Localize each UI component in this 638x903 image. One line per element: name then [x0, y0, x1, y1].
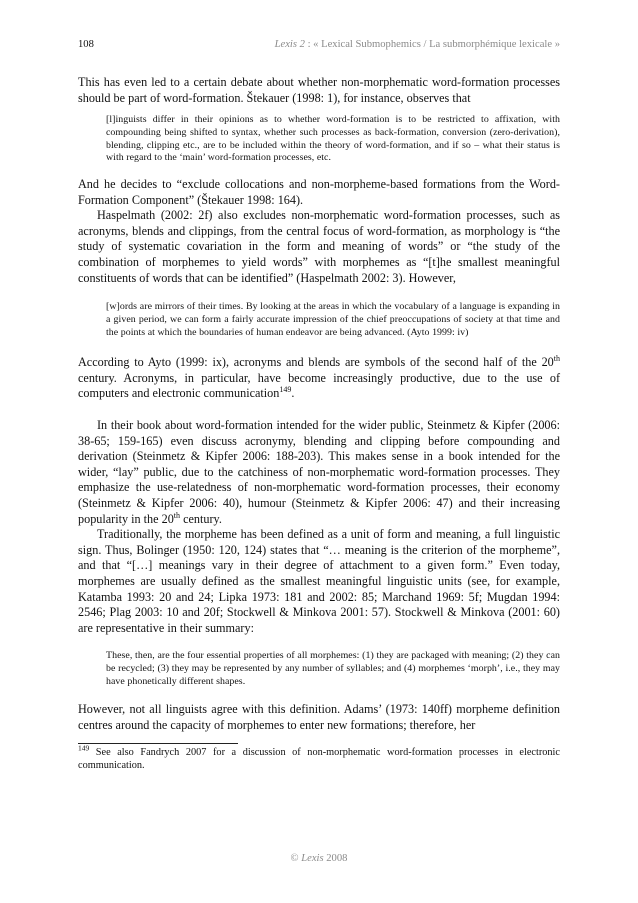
block-quote-2: [w]ords are mirrors of their times. By looking at the areas in which the vocabulary of a language is expanding in a given period, we can form a fairly accurate impression of the chief preoccupations of society at that time and the points at which the boundaries of human endeavor are being advanced. (Ayto 1999: iv)	[106, 301, 560, 338]
paragraph-4	[78, 355, 560, 402]
paragraph-3: Haspelmath (2002: 2f) also excludes non-morphematic word-formation processes, such as acronyms, blends and clippings, from the central focus of word-formation, as morphology is “the study of systematic covariation in the form and meaning of words” or “the study of the combination of morphemes to yield words” with morphemes as “[t]he smallest meaningful constituents of words that can be identified” (Haspelmath 2002: 3). However,	[78, 208, 560, 285]
block-quote-3: These, then, are the four essential properties of all morphemes: (1) they are packaged with meaning; (2) they can be recycled; (3) they may be represented by any number of syllables; and (4) morphemes ‘morph’, i.e., they may have phonetically different shapes.	[106, 650, 560, 687]
page-footer	[0, 853, 638, 864]
paragraph-5-end: century.	[180, 511, 222, 526]
superscript-th-2: th	[173, 510, 181, 520]
footer-journal: Lexis	[301, 853, 324, 864]
page-number: 108	[78, 39, 94, 50]
page-header	[78, 39, 560, 53]
paragraph-4-text: According to Ayto (1999: ix), acronyms and blends are symbols of the second half of the 20	[78, 355, 554, 370]
paragraph-1: This has even led to a certain debate about whether non-morphematic word-formation processes should be part of word-formation. Štekauer (1998: 1), for instance, observes that	[78, 75, 560, 105]
footnote-149	[78, 743, 560, 772]
paragraph-4-end: .	[291, 386, 295, 401]
footnote-text: See also Fandrych 2007 for a discussion of non-morphematic word-formation processes in electronic communication.	[78, 746, 560, 771]
footer-year: 2008	[323, 853, 348, 864]
journal-name: Lexis 2	[274, 39, 305, 50]
paragraph-7: However, not all linguists agree with this definition. Adams’ (1973: 140ff) morpheme definition centres around the capacity of morphemes to enter new formations; therefore, her	[78, 702, 560, 733]
footnote-rule	[78, 743, 238, 744]
footnote-ref-149: 149	[279, 385, 292, 395]
paragraph-2: And he decides to “exclude collocations and non-morpheme-based formations from the Word-Formation Component” (Štekauer 1998: 164).	[78, 177, 560, 207]
running-header	[275, 39, 560, 50]
paragraph-5-text: In their book about word-formation intended for the wider public, Steinmetz & Kipfer (2006: 38-65; 159-165) even discuss acronymy, blending and clipping before compounding and derivation (Steinmetz & Kipfer 2006: 188-203). This makes sense in a book intended for the wider, “lay” public, due to the catchiness of non-morphematic word-formation processes. They emphasize the use-relatedness of non-morphematic word-formation processes, their economy (Steinmetz & Kipfer 2006: 40), humour (Steinmetz & Kipfer 2006: 47) and their increasing popularity in the 20	[78, 418, 560, 526]
block-quote-1: [l]inguists differ in their opinions as to whether word-formation is to be restricted to affixation, with compounding being shifted to syntax, whether such processes as back-formation, conversion (zero-derivation), blending, clipping etc., are to be included within the theory of word-formation, and if so – what their status is with regard to the ‘main’ word-formation processes, etc.	[106, 114, 560, 164]
superscript-th: th	[553, 354, 560, 364]
paragraph-4-text-2: century. Acronyms, in particular, have become increasingly productive, due to the use of computers and electronic communication	[78, 370, 560, 401]
running-title: : « Lexical Submophemics / La submorphémique lexicale »	[304, 39, 560, 50]
copyright-symbol: ©	[290, 853, 302, 864]
paragraph-6: Traditionally, the morpheme has been defined as a unit of form and meaning, a full linguistic sign. Thus, Bolinger (1950: 120, 124) states that “… meaning is the criterion of the morpheme”, and that “[…] meanings vary in their degree of attachment to a given form.” Even today, morphemes are usually defined as the smallest meaningful linguistic units (see, for example, Katamba 1993: 20 and 24; Lipka 1973: 181 and 2002: 85; Marchand 1969: 5f; Mugdan 1994: 2546; Plag 2003: 10 and 20f; Stockwell & Minkova 2001: 57). Stockwell & Minkova (2001: 60) are representative in their summary:	[78, 527, 560, 635]
paragraph-5	[78, 418, 560, 527]
footnote-number: 149	[78, 743, 90, 753]
